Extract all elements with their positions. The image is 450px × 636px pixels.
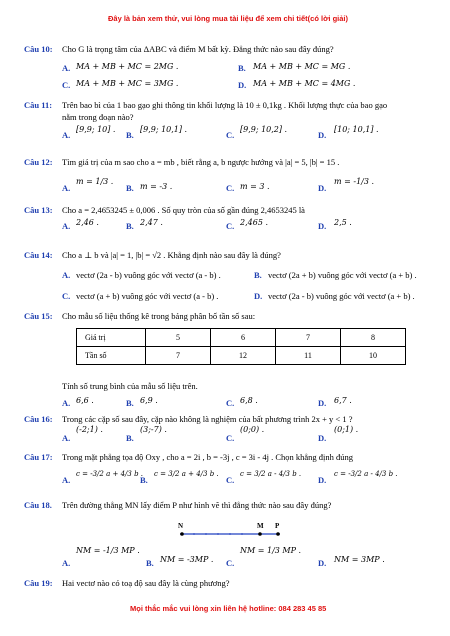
option-label: B.: [126, 183, 134, 193]
option-label: C.: [226, 475, 235, 485]
option-label: A.: [62, 221, 71, 231]
table-cell: 11: [276, 347, 341, 365]
table-row: [77, 347, 406, 365]
option-label: A.: [62, 63, 71, 73]
option-text: MA + MB + MC = 2MG .: [76, 62, 179, 71]
option-label: B.: [254, 270, 262, 280]
option-text: MA + MB + MC = 4MG .: [253, 79, 356, 88]
option-label: A.: [62, 270, 71, 280]
option-label: C.: [226, 558, 235, 568]
table-header-cell: Giá trị: [77, 329, 146, 347]
question-stem: Hai vectơ nào có toạ độ sau đây là cùng phương?: [62, 578, 230, 588]
option-text: 2,46 .: [76, 218, 99, 227]
option-text: (0;1) .: [334, 425, 359, 434]
option-text: 2,5 .: [334, 218, 352, 227]
option-text: 6,8 .: [240, 396, 258, 405]
option-label: D.: [318, 221, 327, 231]
option-label: D.: [318, 183, 327, 193]
point-label-p: P: [275, 522, 280, 530]
question-stem-cont: nằm trong đoạn nào?: [62, 112, 134, 122]
line-diagram: [170, 518, 290, 542]
question-stem: Trên bao bì của 1 bao gạo ghi thông tin khối lượng là 10 ± 0,1kg . Khối lượng thực của bao gạo: [62, 100, 388, 110]
option-text: [10; 10,1] .: [334, 125, 379, 134]
option-label: C.: [62, 291, 71, 301]
table-cell: 6: [211, 329, 276, 347]
point-label-m: M: [257, 522, 264, 530]
table-cell: 5: [146, 329, 211, 347]
question-stem: Cho mẫu số liệu thống kê trong bảng phân bố tần số sau:: [62, 311, 256, 321]
table-row: [77, 329, 406, 347]
question-stem: Tìm giá trị của m sao cho a = mb , biết rằng a, b ngược hướng và |a| = 5, |b| = 15 .: [62, 157, 340, 167]
option-text: vectơ (2a - b) vuông góc với vectơ (a - b) .: [76, 270, 221, 280]
option-label: A.: [62, 433, 71, 443]
option-text: NM = 1/3 MP .: [240, 546, 302, 555]
option-text: m = -3 .: [140, 182, 173, 191]
question-number: Câu 18.: [24, 500, 52, 510]
option-text: m = 3 .: [240, 182, 270, 191]
question-number: Câu 15:: [24, 311, 53, 321]
option-label: D.: [238, 80, 247, 90]
option-label: D.: [318, 558, 327, 568]
question-stem: Cho a = 2,4653245 ± 0,006 . Số quy tròn của số gần đúng 2,4653245 là: [62, 205, 305, 215]
option-label: A.: [62, 558, 71, 568]
question-stem: Cho G là trọng tâm của ΔABC và điểm M bất kỳ. Đẳng thức nào sau đây đúng?: [62, 44, 334, 54]
frequency-table: [76, 328, 406, 365]
option-label: C.: [226, 433, 235, 443]
question-number: Câu 11:: [24, 100, 53, 110]
bottom-banner: Mọi thắc mắc vui lòng xin liên hệ hotline: 084 283 45 85: [130, 604, 327, 613]
question-number: Câu 13:: [24, 205, 53, 215]
option-label: B.: [140, 475, 148, 485]
option-text: c = -3/2 a + 4/3 b .: [76, 470, 144, 478]
option-text: 2,465 .: [240, 218, 268, 227]
option-label: B.: [126, 130, 134, 140]
question-number: Câu 16:: [24, 414, 53, 424]
option-text: c = 3/2 a + 4/3 b .: [154, 470, 219, 478]
option-text: 6,6 .: [76, 396, 94, 405]
option-text: c = 3/2 a - 4/3 b .: [240, 470, 302, 478]
option-text: (0;0) .: [240, 425, 265, 434]
option-text: vectơ (2a + b) vuông góc với vectơ (a + b) .: [268, 270, 417, 280]
option-label: C.: [226, 398, 235, 408]
table-header-cell: Tần số: [77, 347, 146, 365]
question-stem: Trên đường thẳng MN lấy điểm P như hình vẽ thì đẳng thức nào sau đây đúng?: [62, 500, 332, 510]
option-text: m = -1/3 .: [334, 177, 375, 186]
option-text: NM = -1/3 MP .: [76, 546, 140, 555]
option-text: [9,9; 10] .: [76, 125, 116, 134]
option-label: D.: [254, 291, 263, 301]
option-text: 6,9 .: [140, 396, 158, 405]
option-text: vectơ (a + b) vuông góc với vectơ (a - b) .: [76, 291, 219, 301]
option-text: [9,9; 10,2] .: [240, 125, 288, 134]
question-stem: Trong mặt phẳng tọa độ Oxy , cho a = 2i , b = -3j , c = 3i - 4j . Chọn khẳng định đúng: [62, 452, 354, 462]
top-banner: Đây là bản xem thử, vui lòng mua tài liệu để xem chi tiết(có lời giải): [108, 14, 348, 23]
question-number: Câu 12:: [24, 157, 53, 167]
option-label: C.: [62, 80, 71, 90]
option-label: D.: [318, 130, 327, 140]
option-label: D.: [318, 398, 327, 408]
option-label: C.: [226, 183, 235, 193]
table-cell: 7: [276, 329, 341, 347]
option-text: 6,7 .: [334, 396, 352, 405]
option-label: B.: [126, 433, 134, 443]
option-text: m = 1/3 .: [76, 177, 114, 186]
question-number: Câu 19:: [24, 578, 53, 588]
option-label: D.: [318, 475, 327, 485]
option-text: [9,9; 10,1] .: [140, 125, 188, 134]
option-text: vectơ (2a - b) vuông góc với vectơ (a + b) .: [268, 291, 415, 301]
question-stem: Trong các cặp số sau đây, cặp nào không là nghiệm của bất phương trình 2x + y < 1 ?: [62, 414, 353, 424]
option-text: MA + MB + MC = 3MG .: [76, 79, 179, 88]
option-label: A.: [62, 130, 71, 140]
option-text: (3;-7) .: [140, 425, 167, 434]
option-text: 2,47 .: [140, 218, 163, 227]
table-cell: 12: [211, 347, 276, 365]
question-stem: Cho a ⊥ b và |a| = 1, |b| = √2 . Khẳng định nào sau đây là đúng?: [62, 250, 281, 260]
option-text: MA + MB + MC = MG .: [253, 62, 351, 71]
point-label-n: N: [178, 522, 184, 530]
option-text: NM = -3MP .: [160, 555, 214, 564]
option-text: NM = 3MP .: [334, 555, 385, 564]
option-text: c = -3/2 a - 4/3 b .: [334, 470, 398, 478]
option-label: C.: [226, 130, 235, 140]
option-label: B.: [126, 221, 134, 231]
question-number: Câu 10:: [24, 44, 53, 54]
option-label: A.: [62, 475, 71, 485]
option-label: A.: [62, 398, 71, 408]
option-label: C.: [226, 221, 235, 231]
option-text: (-2;1) .: [76, 425, 103, 434]
table-cell: 8: [341, 329, 406, 347]
table-cell: 7: [146, 347, 211, 365]
table-cell: 10: [341, 347, 406, 365]
option-label: A.: [62, 183, 71, 193]
question-number: Câu 14:: [24, 250, 53, 260]
question-followup: Tính số trung bình của mẫu số liệu trên.: [62, 381, 198, 391]
option-label: D.: [318, 433, 327, 443]
option-label: B.: [238, 63, 246, 73]
option-label: B.: [126, 398, 134, 408]
question-number: Câu 17:: [24, 452, 53, 462]
option-label: B.: [146, 558, 154, 568]
